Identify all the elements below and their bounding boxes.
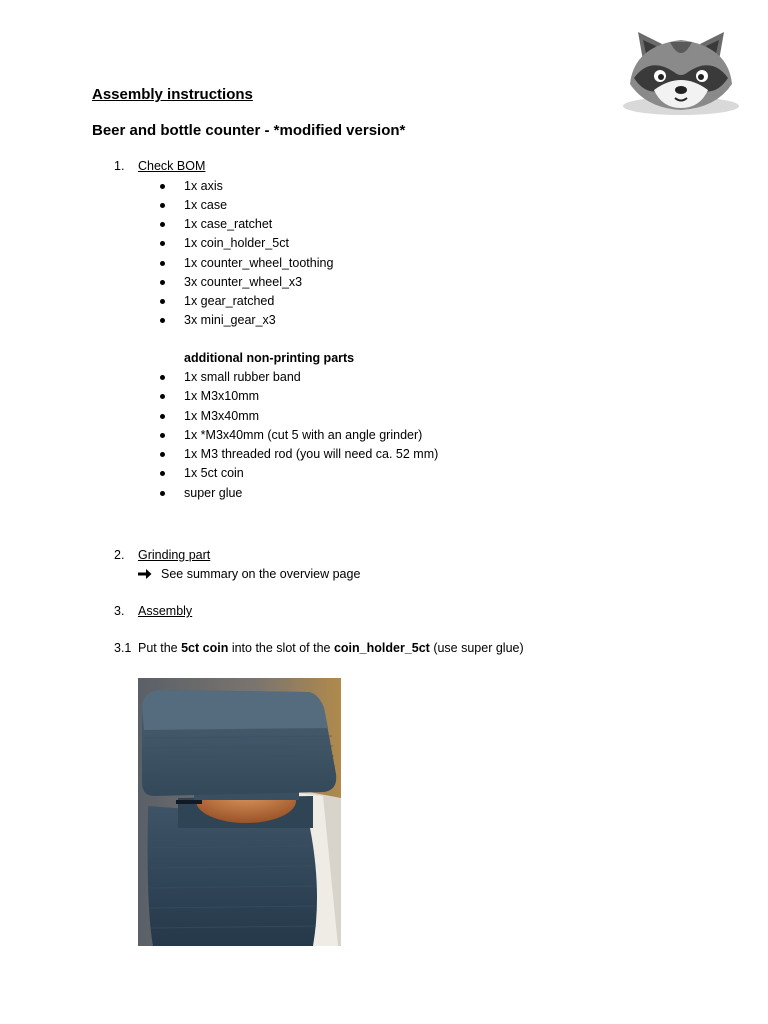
list-item: 1x M3x40mm <box>184 409 260 423</box>
step-3-1-text <box>138 640 524 656</box>
bullet-icon <box>160 280 165 285</box>
list-item: 1x coin_holder_5ct <box>184 236 289 250</box>
bullet-icon <box>160 261 165 266</box>
bullet-icon <box>160 491 165 496</box>
overview-note: See summary on the overview page <box>161 567 361 581</box>
bullet-icon <box>160 203 165 208</box>
list-item: 1x 5ct coin <box>184 466 244 480</box>
coin-holder-photo <box>138 678 341 946</box>
list-item: 1x small rubber band <box>184 370 301 384</box>
bullet-icon <box>160 299 165 304</box>
raccoon-logo-icon <box>620 24 742 116</box>
step-text-bold-coin: 5ct coin <box>181 641 229 655</box>
section-1-heading: Check BOM <box>138 159 206 173</box>
bullet-icon <box>160 318 165 323</box>
section-3-heading: Assembly <box>138 604 193 618</box>
bullet-icon <box>160 375 165 380</box>
section-2-number: 2. <box>114 548 125 562</box>
extra-parts-heading: additional non-printing parts <box>184 351 355 365</box>
bullet-icon <box>160 241 165 246</box>
bullet-icon <box>160 394 165 399</box>
bullet-icon <box>160 433 165 438</box>
step-text: (use super glue) <box>429 641 524 655</box>
bullet-icon <box>160 414 165 419</box>
section-3-number: 3. <box>114 604 125 618</box>
bullet-icon <box>160 452 165 457</box>
list-item: 1x counter_wheel_toothing <box>184 256 334 270</box>
list-item: 1x *M3x40mm (cut 5 with an angle grinder) <box>184 428 423 442</box>
section-2-heading: Grinding part <box>138 548 211 562</box>
page-subtitle: Beer and bottle counter - *modified version* <box>92 122 406 139</box>
bullet-icon <box>160 471 165 476</box>
page-title: Assembly instructions <box>92 86 253 103</box>
step-text: into the slot of the <box>228 641 334 655</box>
bullet-icon <box>160 222 165 227</box>
list-item: super glue <box>184 486 243 500</box>
bullet-icon <box>160 184 165 189</box>
list-item: 1x M3 threaded rod (you will need ca. 52 mm) <box>184 447 439 461</box>
step-text: Put the <box>138 641 182 655</box>
list-item: 1x case <box>184 198 228 212</box>
section-1-number: 1. <box>114 159 125 173</box>
list-item: 1x gear_ratched <box>184 294 275 308</box>
list-item: 1x M3x10mm <box>184 389 260 403</box>
step-3-1-number: 3.1 <box>114 641 132 655</box>
list-item: 3x mini_gear_x3 <box>184 313 276 327</box>
list-item: 3x counter_wheel_x3 <box>184 275 303 289</box>
list-item: 1x axis <box>184 179 223 193</box>
step-text-bold-holder: coin_holder_5ct <box>333 641 430 655</box>
arrow-right-icon <box>138 567 152 585</box>
list-item: 1x case_ratchet <box>184 217 273 231</box>
